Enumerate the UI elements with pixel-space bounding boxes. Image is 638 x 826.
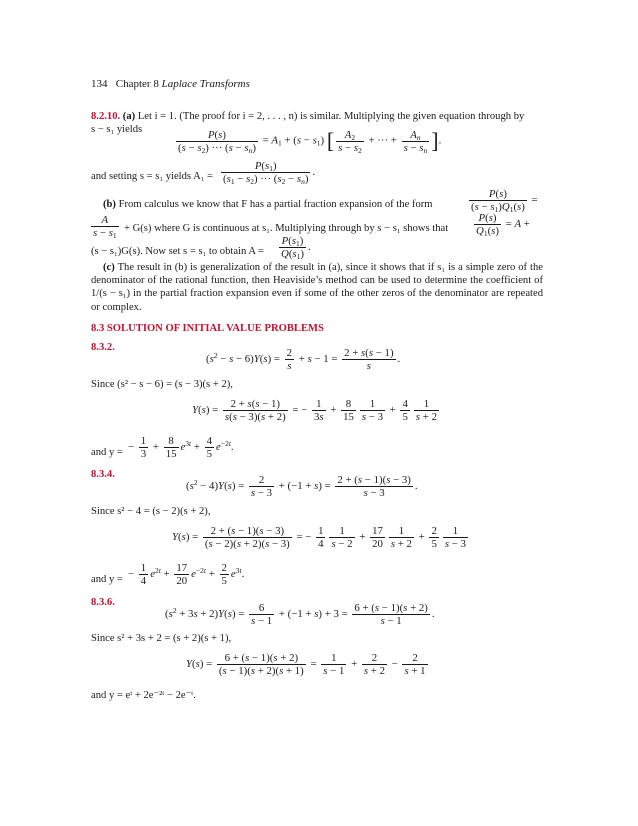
equation-8-3-2-y: − $\frac{1}{3}$ + $\frac{8}{15}$ $e^{3t}$ + $\frac{4}{5}$ $e^{-2t}$.	[128, 435, 234, 460]
equation-b-form: $\frac{P(s)}{(s - s_1)Q_1(s)}$ =	[471, 188, 538, 214]
section-number: 8.3	[91, 323, 105, 334]
exercise-8-3-4-since: Since s² − 4 = (s − 2)(s + 2),	[91, 506, 211, 517]
exercise-8-3-6-and: and y = eᵗ + 2e⁻²ᵗ − 2e⁻ᵗ.	[91, 690, 196, 701]
equation-8-3-4-b: Y(s) = $\frac{2 + (s - 1)(s - 3)}{(s - 2)(s + 2)(s - 3)}$ = − $\frac{1}{4}$ $\frac{1}{s - 2}$ + $\frac{17}{20}$ $\frac{1}{s + 2}$ + $\frac{2}{5}$ $\frac{1}{s - 3}$	[172, 525, 466, 550]
section-title: SOLUTION OF INITIAL VALUE PROBLEMS	[106, 323, 324, 334]
part-a-label: (a)	[122, 111, 136, 122]
part-b-text2: + G(s) where G is continuous at s₁. Multiplying through by s − s₁ shows that	[124, 223, 449, 234]
part-c-label: (c)	[103, 262, 115, 273]
equation-8-2-10-a: $\frac{P(s)}{(s - s_2) \cdot\cdot\cdot (s - s_n)}$ = $A_1 + (s - s_1)$ [ $\frac{A_2}{s - s_2}$ + ··· + $\frac{A_n}{s - s_n}$ ].	[178, 128, 442, 155]
equation-8-3-6-a: $(s^2 + 3s + 2)Y(s)$ = $\frac{6}{s - 1}$ + (−1 + s) + 3 = $\frac{6 + (s - 1)(s + 2)}{s - 1}$ .	[165, 602, 435, 627]
equation-8-3-2-b: Y(s) = $\frac{2 + s(s - 1)}{s(s - 3)(s + 2)}$ = − $\frac{1}{3s}$ + $\frac{8}{15}$ $\frac{1}{s - 3}$ + $\frac{4}{5}$ $\frac{1}{s + 2}$	[192, 398, 437, 423]
chapter-label: Chapter 8	[115, 78, 159, 90]
exercise-8-3-2-and: and y =	[91, 447, 123, 458]
exercise-number: 8.2.10.	[91, 111, 121, 122]
part-a-text2: s − s₁ yields	[91, 124, 143, 135]
setting-line	[91, 170, 213, 183]
exercise-8-3-6-since: Since s² + 3s + 2 = (s + 2)(s + 1),	[91, 633, 232, 644]
part-c-paragraph	[91, 261, 543, 314]
part-b-text: From calculus we know that F has a partial fraction expansion of the form	[118, 199, 433, 210]
exercise-8-3-4-number: 8.3.4.	[91, 469, 115, 480]
exercise-8-3-2-since: Since (s² − s − 6) = (s − 3)(s + 2),	[91, 379, 233, 390]
exercise-8-2-10-a	[91, 110, 524, 123]
equation-8-3-4-a: $(s^2 - 4)Y(s)$ = $\frac{2}{s - 3}$ + (−1 + s) = $\frac{2 + (s - 1)(s - 3)}{s - 3}$ .	[186, 474, 418, 499]
equation-8-3-2-a: $(s^2 - s - 6)Y(s)$ = $\frac{2}{s}$ + s − 1 = $\frac{2 + s(s - 1)}{s}$ .	[206, 347, 401, 372]
exercise-8-3-4-and: and y =	[91, 574, 123, 585]
part-b-line1	[103, 198, 433, 211]
equation-b-A: $\frac{A}{s - s_1}$	[93, 214, 117, 240]
part-b-label: (b)	[103, 199, 116, 210]
setting-text: and setting s = s₁ yields A₁ =	[91, 171, 214, 182]
part-a-text: Let i = 1. (The proof for i = 2, . . . , n) is similar. Multiplying the given equation through by	[137, 111, 525, 122]
equation-b-PQ: $\frac{P(s)}{Q_1(s)}$ = A +	[476, 212, 530, 238]
equation-b-A-value: $\frac{P(s_1)}{Q(s_1)}$ .	[281, 235, 311, 261]
section-heading	[91, 322, 324, 335]
page-number: 134	[91, 78, 108, 90]
equation-A1: $\frac{P(s_1)}{(s_1 - s_2) \cdot\cdot\cdot (s_2 - s_n)}$ .	[223, 160, 316, 186]
equation-8-3-4-y: − $\frac{1}{4}$ $e^{2t}$ + $\frac{17}{20}$ $e^{-2t}$ + $\frac{2}{5}$ $e^{3t}$.	[128, 562, 245, 587]
equation-8-3-6-b: Y(s) = $\frac{6 + (s - 1)(s + 2)}{(s - 1)(s + 2)(s + 1)}$ = $\frac{1}{s - 1}$ + $\frac{2}{s + 2}$ − $\frac{2}{s + 1}$	[186, 652, 426, 677]
chapter-title: Laplace Transforms	[161, 78, 250, 90]
exercise-8-3-2-number: 8.3.2.	[91, 342, 115, 353]
part-c-text: The result in (b) is generalization of the result in (a), since it shows that if s₁ is a simple zero of the denominator of the rational function, then Heaviside’s method can be used to determine the coefficient of 1/(s − s₁) in the partial fraction expansion even if some of the other zeros of the denominator are repeated or complex.	[91, 262, 543, 313]
part-b-text3: (s − s₁)G(s). Now set s = s₁ to obtain A =	[91, 246, 265, 257]
exercise-8-3-6-number: 8.3.6.	[91, 597, 115, 608]
running-head	[91, 78, 250, 91]
